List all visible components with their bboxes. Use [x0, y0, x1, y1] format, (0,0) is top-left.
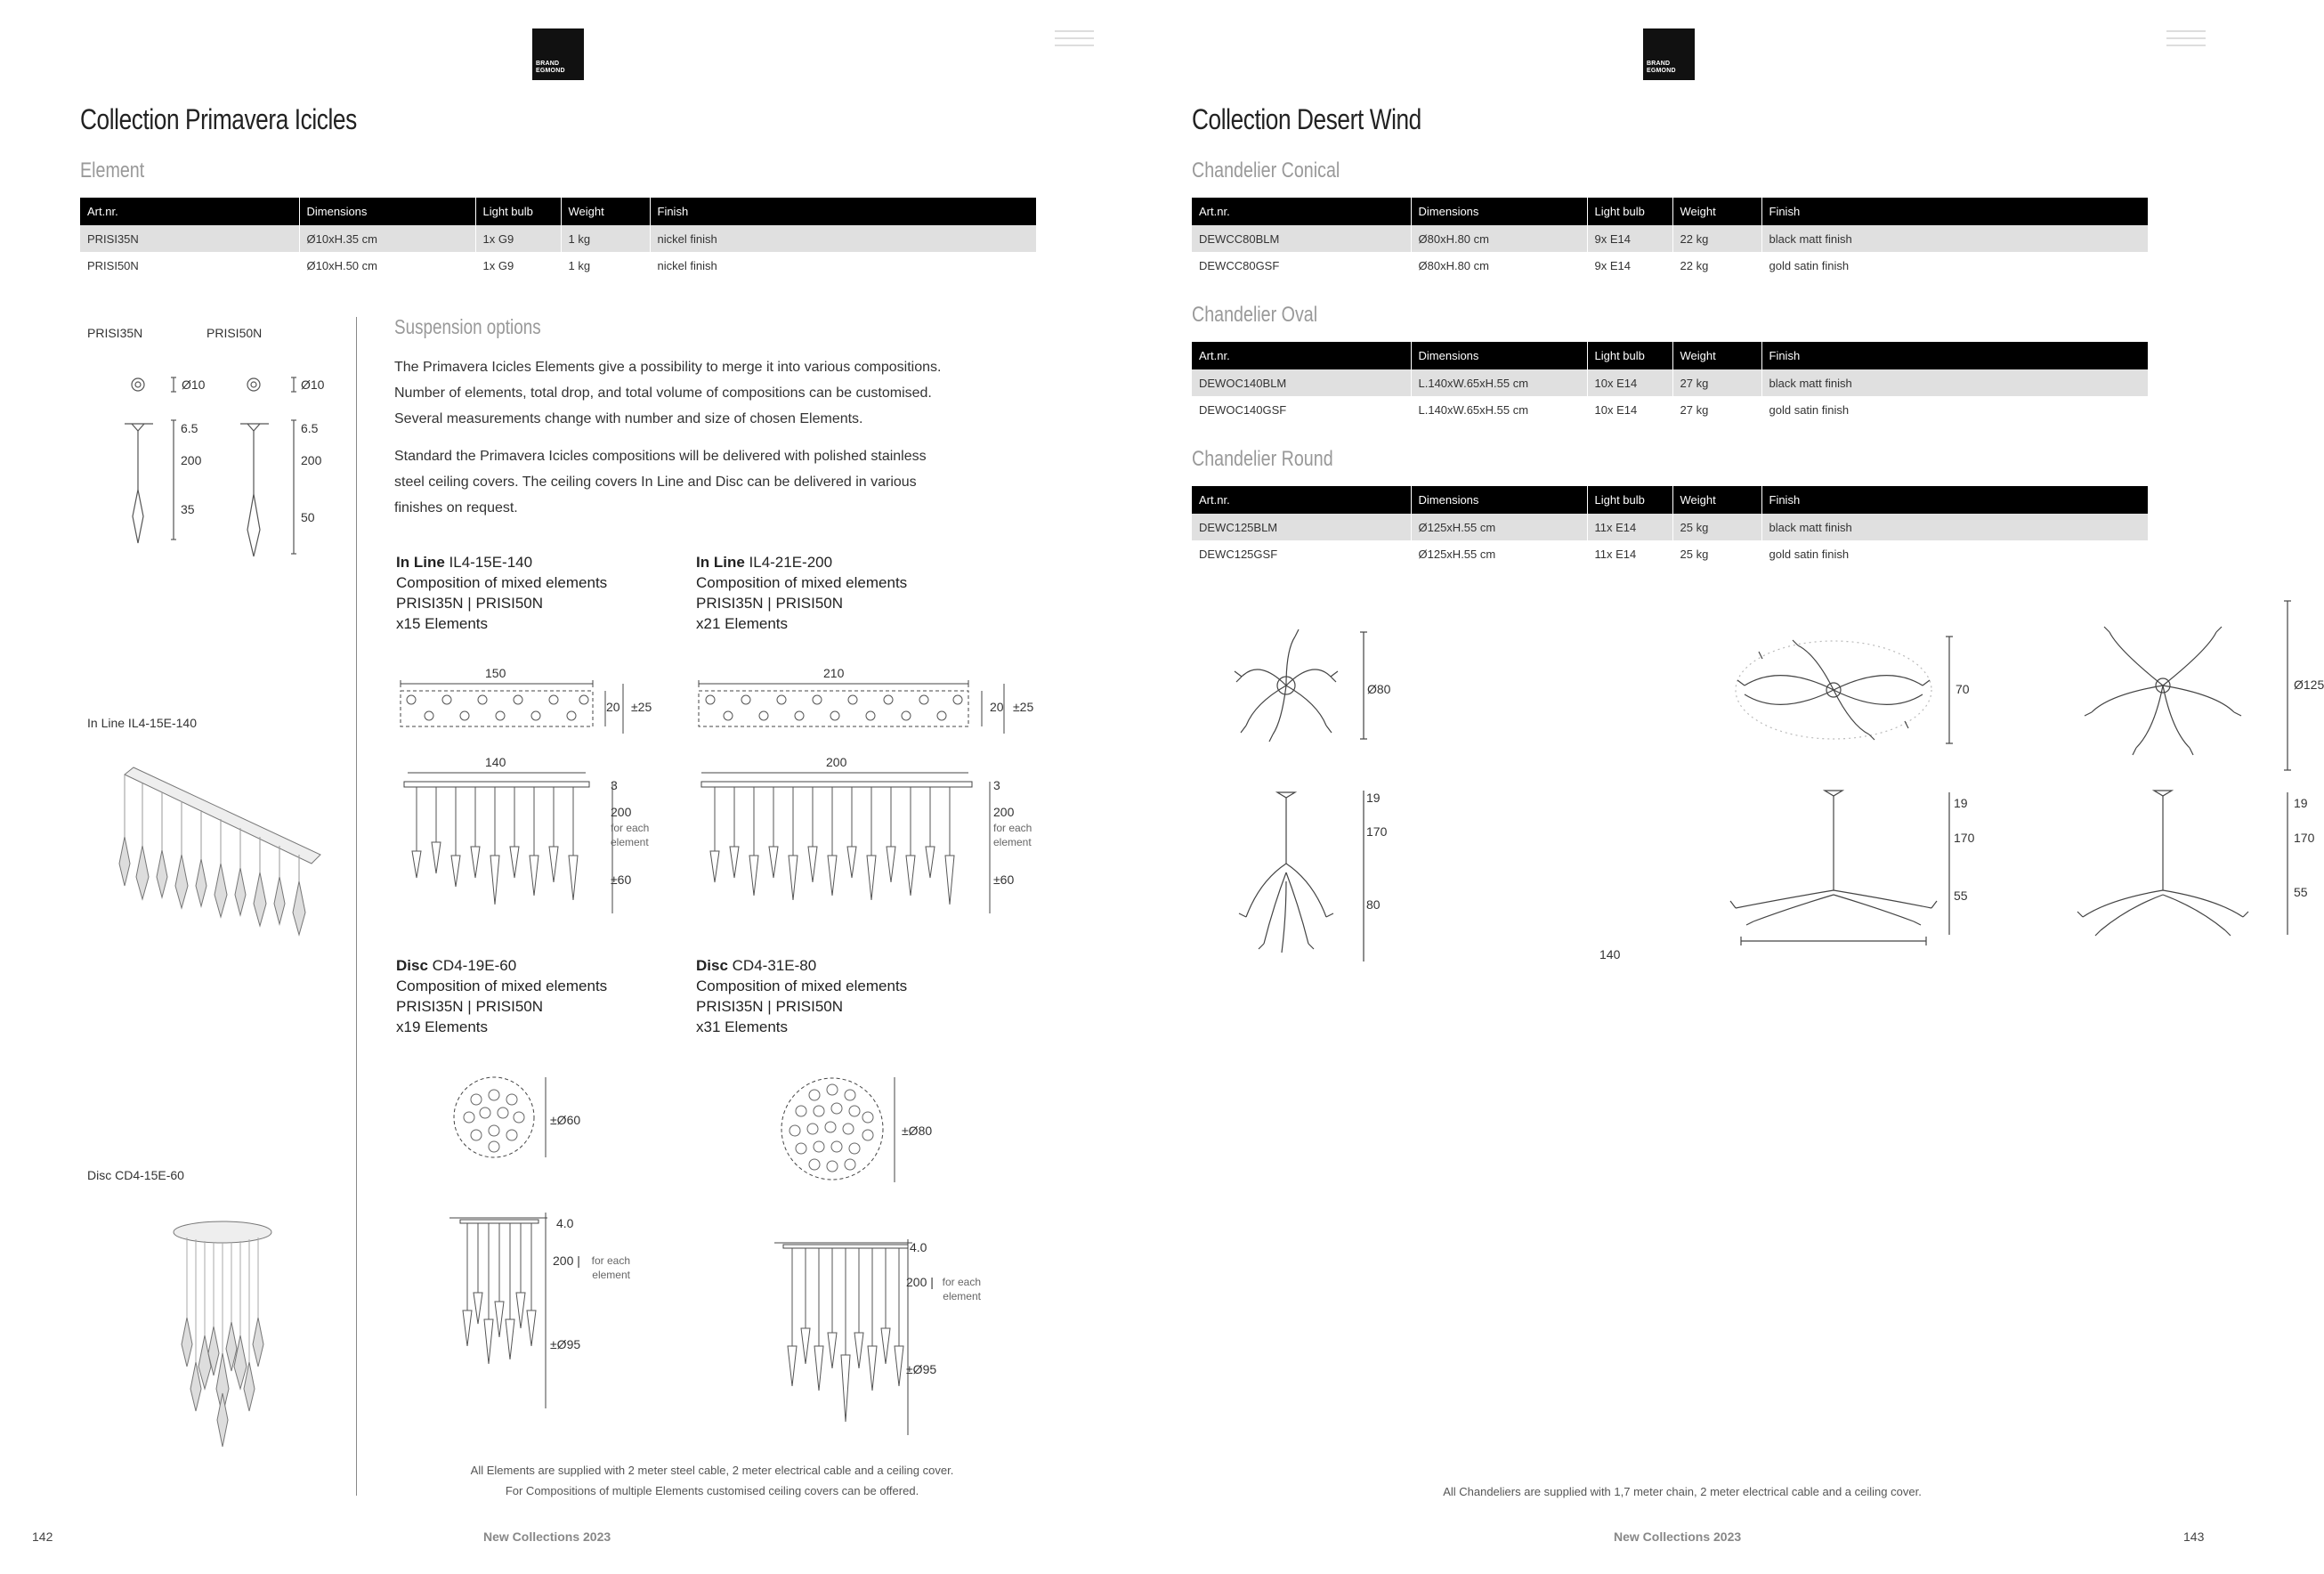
dim-d1: 4.0 [556, 1216, 574, 1230]
para-line: Standard the Primavera Icicles compositions will be delivered with polished stainless [394, 449, 927, 464]
cell: DEWCC80GSF [1199, 258, 1280, 272]
right-page [1113, 0, 2324, 1574]
element-drawing [116, 374, 347, 570]
comp-type: Disc [396, 957, 428, 974]
menu-icon[interactable] [1055, 30, 1094, 55]
table-header: Weight [1672, 342, 1761, 369]
table-row [80, 225, 1036, 252]
dim-d3: ±60 [993, 872, 1015, 887]
dim-diameter: Ø10 [182, 377, 206, 392]
note-line: for each [993, 822, 1032, 834]
dim-d3: 80 [1366, 897, 1381, 912]
cell: 9x E14 [1587, 252, 1672, 279]
dim-tolerance: ±25 [1013, 700, 1034, 714]
cell: 1x G9 [475, 252, 561, 279]
cell: Ø10xH.35 cm [299, 225, 475, 252]
para-line: steel ceiling covers. The ceiling covers In Line and Disc can be delivered in various [394, 475, 917, 490]
cell: DEWCC80BLM [1192, 225, 1411, 252]
footnote [392, 1460, 1032, 1501]
table-header: Finish [1761, 486, 2148, 514]
column-divider [356, 317, 357, 1496]
comp-count: x31 Elements [696, 1018, 788, 1035]
table-header: Dimensions [1411, 342, 1587, 369]
cell: Ø10xH.50 cm [299, 252, 475, 279]
table-header: Art.nr. [1192, 198, 1411, 225]
dim-plan: Ø125 [2294, 677, 2324, 692]
inline-elevation-drawings [399, 771, 1049, 922]
page-number: 142 [32, 1529, 53, 1544]
comp-elements: PRISI35N | PRISI50N [396, 595, 544, 612]
table-header: Art.nr. [1192, 342, 1411, 369]
dim-d1: 4.0 [910, 1240, 927, 1254]
dim-d1: 3 [993, 778, 1000, 792]
dim-height: 35 [181, 502, 195, 516]
dim-depth: 20 [990, 700, 1004, 714]
table-row [1192, 225, 2148, 252]
table-header: Finish [1761, 342, 2148, 369]
cell: gold satin finish [1761, 540, 2148, 567]
brand-logo [532, 28, 584, 80]
dim-d2: 170 [1954, 831, 1975, 845]
dim-plan: Ø80 [1367, 682, 1391, 696]
dim-d1: 19 [1954, 796, 1968, 810]
para-line: The Primavera Icicles Elements give a possibility to merge it into various compositions. [394, 360, 942, 375]
dim-d2-note [936, 1275, 981, 1303]
page-title: Collection Primavera Icicles [80, 103, 357, 135]
cell: 1 kg [561, 252, 650, 279]
dim-d2-note [611, 821, 649, 849]
cell: 10x E14 [1587, 396, 1672, 423]
brand-logo [1643, 28, 1695, 80]
note-line: element [592, 1269, 630, 1281]
note-line: For Compositions of multiple Elements customised ceiling covers can be offered. [505, 1484, 919, 1497]
cell: 9x E14 [1587, 225, 1672, 252]
comp-code: IL4-15E-140 [449, 554, 533, 571]
dim-d1: 3 [611, 778, 618, 792]
dim-side-width: 140 [485, 755, 506, 769]
cell: Ø80xH.80 cm [1411, 252, 1587, 279]
table-header: Dimensions [299, 198, 475, 225]
cell: 11x E14 [1587, 514, 1672, 540]
dim-width: 140 [1599, 947, 1621, 961]
cell: DEWOC140BLM [1192, 369, 1411, 396]
page-title: Collection Desert Wind [1192, 103, 1421, 135]
cell: black matt finish [1761, 225, 2148, 252]
cell: gold satin finish [1761, 252, 2148, 279]
table-header: Finish [1761, 198, 2148, 225]
footnote: All Chandeliers are supplied with 1,7 meter chain, 2 meter electrical cable and a ceiling cover. [1443, 1485, 1922, 1498]
section-title: Chandelier Conical [1192, 158, 1340, 183]
comp-elements: PRISI35N | PRISI50N [396, 998, 544, 1015]
composition-inline-140 [396, 552, 607, 634]
comp-elements: PRISI35N | PRISI50N [696, 595, 844, 612]
cell: gold satin finish [1761, 396, 2148, 423]
dim-height: 50 [301, 510, 315, 524]
cell: L.140xW.65xH.55 cm [1411, 369, 1587, 396]
cell: 27 kg [1672, 369, 1761, 396]
dim-d3: ±Ø95 [550, 1337, 581, 1351]
table-header: Art.nr. [1192, 486, 1411, 514]
comp-desc: Composition of mixed elements [696, 574, 908, 591]
disc-elevation-drawings [449, 1213, 948, 1444]
menu-icon[interactable] [2166, 30, 2206, 55]
dim-plan: ±Ø80 [902, 1124, 933, 1138]
cell: black matt finish [1761, 369, 2148, 396]
cell: 22 kg [1672, 252, 1761, 279]
dim-d3: 55 [2294, 885, 2308, 899]
note-line: All Elements are supplied with 2 meter steel cable, 2 meter electrical cable and a ceiling cover. [470, 1464, 954, 1477]
table-row [1192, 396, 2148, 423]
table-header: Finish [650, 198, 1036, 225]
dim-d2: 200 | [553, 1254, 580, 1268]
dim-d1: 19 [2294, 796, 2308, 810]
dim-plan: 70 [1956, 682, 1970, 696]
comp-desc: Composition of mixed elements [696, 978, 908, 994]
composition-inline-200 [696, 552, 907, 634]
note-line: element [943, 1290, 981, 1302]
element-label-50: PRISI50N [206, 326, 263, 340]
para-line: Several measurements change with number and size of chosen Elements. [394, 411, 863, 426]
brand-line-1: BRAND [536, 61, 560, 67]
dim-top-width: 150 [485, 666, 506, 680]
note-line: for each [591, 1254, 630, 1267]
brand-line-1: BRAND [1647, 61, 1671, 67]
comp-desc: Composition of mixed elements [396, 978, 608, 994]
footer-title: New Collections 2023 [1614, 1529, 1742, 1544]
table-header: Light bulb [1587, 198, 1672, 225]
footer-title: New Collections 2023 [483, 1529, 611, 1544]
left-page [0, 0, 1113, 1574]
round-table [1192, 486, 2148, 567]
dim-d2: 200 [611, 805, 632, 819]
dim-canopy: 6.5 [181, 421, 198, 435]
inline-plan-drawings [399, 682, 1049, 735]
comp-type: In Line [396, 554, 445, 571]
dim-d2: 170 [1366, 824, 1388, 839]
section-title: Element [80, 158, 145, 183]
brand-line-2: EGMOND [536, 68, 565, 74]
dim-d3: 55 [1954, 888, 1968, 903]
table-header: Dimensions [1411, 486, 1587, 514]
table-header: Weight [561, 198, 650, 225]
photo-label-inline: In Line IL4-15E-140 [87, 716, 197, 730]
comp-elements: PRISI35N | PRISI50N [696, 998, 844, 1015]
cell: L.140xW.65xH.55 cm [1411, 396, 1587, 423]
table-header: Weight [1672, 198, 1761, 225]
cell: 11x E14 [1587, 540, 1672, 567]
table-row [80, 252, 1036, 279]
table-row [1192, 369, 2148, 396]
cell: nickel finish [650, 252, 1036, 279]
note-line: for each [942, 1276, 981, 1288]
cell: PRISI50N [87, 258, 139, 272]
section-title: Chandelier Oval [1192, 303, 1318, 327]
composition-disc-80 [696, 955, 907, 1037]
dim-depth: 20 [606, 700, 620, 714]
cell: 27 kg [1672, 396, 1761, 423]
dim-top-width: 210 [823, 666, 845, 680]
comp-type: In Line [696, 554, 745, 571]
dim-tolerance: ±25 [631, 700, 652, 714]
table-row [1192, 514, 2148, 540]
comp-code: IL4-21E-200 [749, 554, 833, 571]
table-header: Art.nr. [80, 198, 299, 225]
cell: Ø80xH.80 cm [1411, 225, 1587, 252]
inline-photo-sketch [107, 766, 338, 944]
dim-cable: 200 [301, 453, 322, 467]
conical-table [1192, 198, 2148, 279]
cell: 22 kg [1672, 225, 1761, 252]
dim-diameter: Ø10 [301, 377, 325, 392]
cell: nickel finish [650, 225, 1036, 252]
comp-code: CD4-31E-80 [732, 957, 817, 974]
table-header: Weight [1672, 486, 1761, 514]
table-header: Dimensions [1411, 198, 1587, 225]
comp-count: x15 Elements [396, 615, 488, 632]
dim-d2-note [586, 1254, 630, 1282]
dim-d2: 170 [2294, 831, 2315, 845]
dim-d3: ±60 [611, 872, 632, 887]
dim-d3: ±Ø95 [906, 1362, 937, 1376]
table-header: Light bulb [475, 198, 561, 225]
dim-d2-note [993, 821, 1032, 849]
cell: PRISI35N [80, 225, 299, 252]
page-number: 143 [2183, 1529, 2205, 1544]
cell: DEWC125GSF [1199, 547, 1278, 561]
brand-line-2: EGMOND [1647, 68, 1676, 74]
cell: 1 kg [561, 225, 650, 252]
cell: 1x G9 [475, 225, 561, 252]
cell: black matt finish [1761, 514, 2148, 540]
note-line: element [993, 836, 1032, 848]
cell: 25 kg [1672, 514, 1761, 540]
element-label-35: PRISI35N [87, 326, 143, 340]
element-table [80, 198, 1036, 279]
dim-plan: ±Ø60 [550, 1113, 581, 1127]
table-header: Light bulb [1587, 342, 1672, 369]
disc-photo-sketch [160, 1220, 285, 1451]
para-line: finishes on request. [394, 500, 518, 515]
photo-label-disc: Disc CD4-15E-60 [87, 1168, 184, 1182]
table-row [1192, 252, 2148, 279]
dim-cable: 200 [181, 453, 202, 467]
note-line: element [611, 836, 649, 848]
suspension-title: Suspension options [394, 315, 541, 338]
composition-disc-60 [396, 955, 607, 1037]
note-line: for each [611, 822, 650, 834]
comp-count: x19 Elements [396, 1018, 488, 1035]
disc-plan-drawings [449, 1077, 912, 1193]
comp-count: x21 Elements [696, 615, 788, 632]
table-row [1192, 540, 2148, 567]
cell: 10x E14 [1587, 369, 1672, 396]
comp-desc: Composition of mixed elements [396, 574, 608, 591]
dim-canopy: 6.5 [301, 421, 319, 435]
para-line: Number of elements, total drop, and total volume of compositions can be customised. [394, 385, 932, 401]
comp-type: Disc [696, 957, 728, 974]
suspension-paragraph-1 [394, 354, 1017, 432]
cell: Ø125xH.55 cm [1411, 514, 1587, 540]
oval-table [1192, 342, 2148, 423]
section-title: Chandelier Round [1192, 447, 1333, 471]
cell: DEWOC140GSF [1199, 402, 1287, 417]
suspension-paragraph-2 [394, 443, 1017, 521]
dim-d1: 19 [1366, 791, 1381, 805]
dim-d2: 200 | [906, 1275, 934, 1289]
dim-d2: 200 [993, 805, 1015, 819]
cell: DEWC125BLM [1192, 514, 1411, 540]
cell: Ø125xH.55 cm [1411, 540, 1587, 567]
dim-side-width: 200 [826, 755, 847, 769]
cell: 25 kg [1672, 540, 1761, 567]
table-header: Light bulb [1587, 486, 1672, 514]
comp-code: CD4-19E-60 [432, 957, 517, 974]
